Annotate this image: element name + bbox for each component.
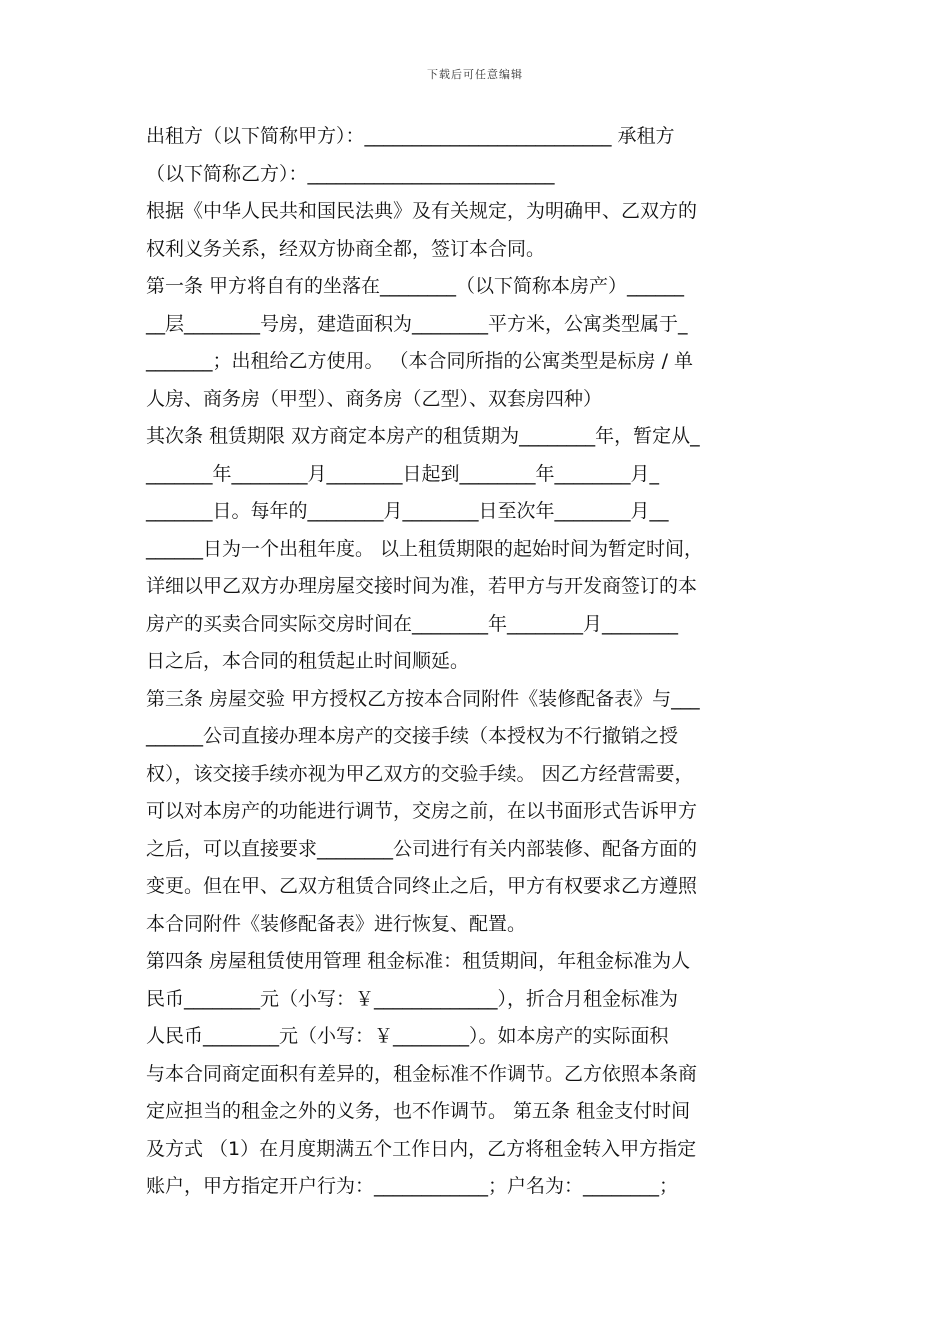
contract-text-line: 可以对本房产的功能进行调节，交房之前，在以书面形式告诉甲方	[146, 800, 698, 822]
contract-text-line: 与本合同商定面积有差异的，租金标准不作调节。乙方依照本条商	[146, 1062, 698, 1085]
contract-text-line: 出租方（以下简称甲方）：__________________________ 承租方	[146, 125, 675, 147]
contract-text-line: ______公司直接办理本房产的交接手续（本授权为不行撤销之授	[146, 725, 679, 747]
contract-text-line: 权利义务关系，经双方协商全都，签订本合同。	[146, 237, 546, 260]
contract-text-line: 变更。但在甲、乙双方租赁合同终止之后，甲方有权要求乙方遵照	[146, 875, 698, 897]
contract-text-line: （以下简称乙方）：__________________________	[146, 162, 555, 185]
contract-text-line: 权），该交接手续亦视为甲乙双方的交验手续。 因乙方经营需要，	[146, 762, 694, 785]
contract-text-line: 本合同附件《装修配备表》进行恢复、配置。	[146, 912, 527, 935]
contract-text-line: 详细以甲乙双方办理房屋交接时间为准，若甲方与开发商签订的本	[146, 575, 698, 597]
contract-text-line: ______日为一个出租年度。 以上租赁期限的起始时间为暂定时间，	[146, 537, 704, 560]
contract-text-line: 房产的买卖合同实际交房时间在________年________月________	[146, 612, 679, 635]
contract-text-line: 其次条 租赁期限 双方商定本房产的租赁期为________年，暂定从_	[146, 425, 700, 447]
contract-text-line: 日之后，本合同的租赁起止时间顺延。	[146, 650, 470, 672]
contract-text-line: __层________号房，建造面积为________平方米，公寓类型属于_	[146, 312, 688, 335]
contract-text-line: 第四条 房屋租赁使用管理 租金标准：租赁期间，年租金标准为人	[146, 950, 691, 972]
contract-text-line: _______年________月________日起到________年________月_	[146, 462, 660, 485]
contract-text-line: 根据《中华人民共和国民法典》及有关规定，为明确甲、乙双方的	[146, 200, 698, 222]
contract-text-line: 人民币________元（小写：￥________）。如本房产的实际面积	[146, 1025, 669, 1047]
contract-text-line: 人房、商务房（甲型）、商务房（乙型）、双套房四种）	[146, 387, 603, 410]
contract-text-line: 定应担当的租金之外的义务，也不作调节。 第五条 租金支付时间	[146, 1100, 691, 1122]
contract-text-line: 及方式 （1）在月度期满五个工作日内，乙方将租金转入甲方指定	[146, 1137, 697, 1160]
contract-text-line: 之后，可以直接要求________公司进行有关内部装修、配备方面的	[146, 837, 698, 860]
contract-text-line: 账户，甲方指定开户行为：____________；户名为：________；	[146, 1175, 679, 1197]
contract-text-line: _______日。每年的________月________日至次年________月__	[146, 500, 669, 522]
contract-text-line: 民币________元（小写：￥_____________），折合月租金标准为	[146, 987, 679, 1010]
contract-text-line: 第一条 甲方将自有的坐落在________（以下简称本房产）______	[146, 275, 685, 297]
page-header: 下载后可任意编辑	[427, 68, 523, 81]
contract-text-line: 第三条 房屋交验 甲方授权乙方按本合同附件《装修配备表》与___	[146, 687, 700, 710]
contract-text-line: _______；出租给乙方使用。 （本合同所指的公寓类型是标房 / 单	[146, 350, 694, 372]
